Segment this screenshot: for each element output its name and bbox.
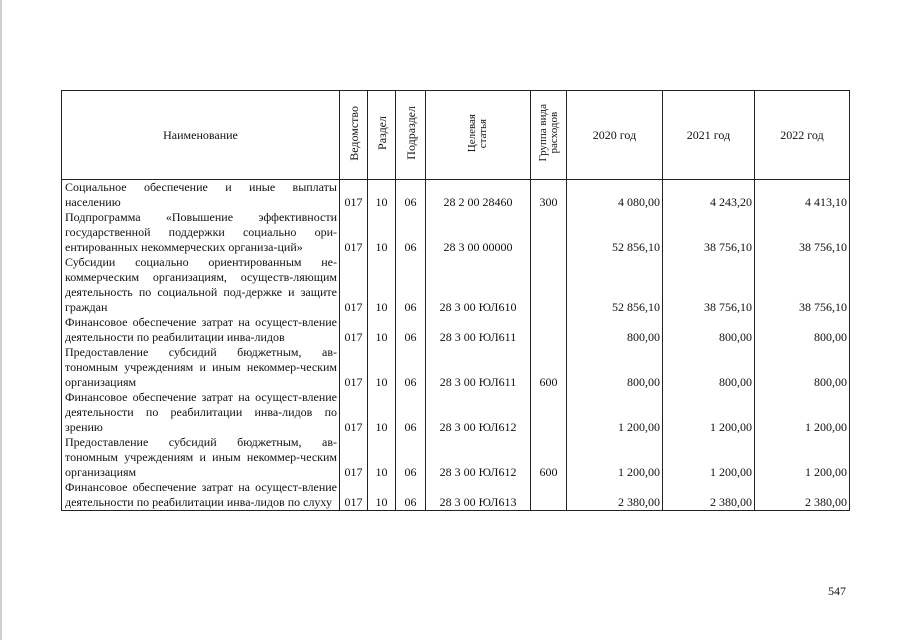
budget-table [61,90,850,511]
row-section: 10 [368,255,396,315]
row-subsection: 06 [396,390,426,435]
row-dept: 017 [340,180,368,211]
row-2020: 1 200,00 [567,435,663,480]
header-target: Целевая статья [426,91,531,180]
header-name: Наименование [62,91,340,180]
row-dept: 017 [340,210,368,255]
row-2020: 800,00 [567,345,663,390]
row-section: 10 [368,435,396,480]
row-target: 28 2 00 28460 [426,180,531,211]
row-2021: 38 756,10 [663,255,755,315]
table-row [62,180,850,211]
row-section: 10 [368,180,396,211]
row-2022: 2 380,00 [755,480,850,511]
row-dept: 017 [340,435,368,480]
row-target: 28 3 00 ЮЛ613 [426,480,531,511]
table-row [62,435,850,480]
row-2021: 1 200,00 [663,390,755,435]
row-dept: 017 [340,315,368,345]
row-2021: 38 756,10 [663,210,755,255]
row-subsection: 06 [396,255,426,315]
row-2021: 800,00 [663,345,755,390]
row-group [531,255,567,315]
row-2022: 38 756,10 [755,255,850,315]
row-2021: 800,00 [663,315,755,345]
row-group: 600 [531,435,567,480]
row-subsection: 06 [396,210,426,255]
row-group [531,210,567,255]
row-2022: 4 413,10 [755,180,850,211]
page-number: 547 [828,584,846,598]
row-2021: 4 243,20 [663,180,755,211]
row-2021: 2 380,00 [663,480,755,511]
row-target: 28 3 00 ЮЛ612 [426,435,531,480]
header-subsection: Подраздел [396,91,426,180]
row-subsection: 06 [396,480,426,511]
row-2020: 52 856,10 [567,210,663,255]
header-2022: 2022 год [755,91,850,180]
row-name: Субсидии социально ориентированным не-коммерческим организациям, осуществ-ляющим деятельность по социальной под-держке и защите граждан [62,255,340,315]
table-row [62,255,850,315]
row-group: 600 [531,345,567,390]
header-row [62,91,850,180]
row-2022: 1 200,00 [755,390,850,435]
table-row [62,390,850,435]
row-name: Финансовое обеспечение затрат на осущест-вление деятельности по реабилитации инва-лидов по зрению [62,390,340,435]
row-dept: 017 [340,255,368,315]
row-subsection: 06 [396,180,426,211]
row-target: 28 3 00 ЮЛ612 [426,390,531,435]
scan-edge [0,0,2,640]
row-name: Финансовое обеспечение затрат на осущест-вление деятельности по реабилитации инва-лидов по слуху [62,480,340,511]
row-target: 28 3 00 00000 [426,210,531,255]
row-2020: 800,00 [567,315,663,345]
row-subsection: 06 [396,345,426,390]
header-section: Раздел [368,91,396,180]
header-group: Группа вида расходов [531,91,567,180]
row-group [531,480,567,511]
row-section: 10 [368,345,396,390]
header-2021: 2021 год [663,91,755,180]
row-section: 10 [368,480,396,511]
row-target: 28 3 00 ЮЛ611 [426,315,531,345]
row-group [531,390,567,435]
table-row [62,345,850,390]
table-row [62,210,850,255]
row-name: Социальное обеспечение и иные выплаты населению [62,180,340,211]
row-2022: 38 756,10 [755,210,850,255]
table-row [62,480,850,511]
row-target: 28 3 00 ЮЛ611 [426,345,531,390]
row-2020: 1 200,00 [567,390,663,435]
row-section: 10 [368,315,396,345]
row-subsection: 06 [396,315,426,345]
row-section: 10 [368,390,396,435]
header-2020: 2020 год [567,91,663,180]
row-2020: 4 080,00 [567,180,663,211]
row-subsection: 06 [396,435,426,480]
row-target: 28 3 00 ЮЛ610 [426,255,531,315]
row-name: Предоставление субсидий бюджетным, ав-тономным учреждениям и иным некоммер-ческим организациям [62,345,340,390]
table-row [62,315,850,345]
row-2022: 1 200,00 [755,435,850,480]
row-dept: 017 [340,480,368,511]
row-2020: 52 856,10 [567,255,663,315]
row-name: Финансовое обеспечение затрат на осущест-вление деятельности по реабилитации инва-лидов [62,315,340,345]
row-2021: 1 200,00 [663,435,755,480]
row-group: 300 [531,180,567,211]
row-name: Подпрограмма «Повышение эффективности государственной поддержки социально ори-ентированных некоммерческих организа-ций» [62,210,340,255]
row-dept: 017 [340,390,368,435]
row-2022: 800,00 [755,315,850,345]
row-2020: 2 380,00 [567,480,663,511]
row-group [531,315,567,345]
row-dept: 017 [340,345,368,390]
budget-table-container [61,90,850,511]
row-2022: 800,00 [755,345,850,390]
row-name: Предоставление субсидий бюджетным, ав-тономным учреждениям и иным некоммер-ческим организациям [62,435,340,480]
header-dept: Ведомство [340,91,368,180]
row-section: 10 [368,210,396,255]
